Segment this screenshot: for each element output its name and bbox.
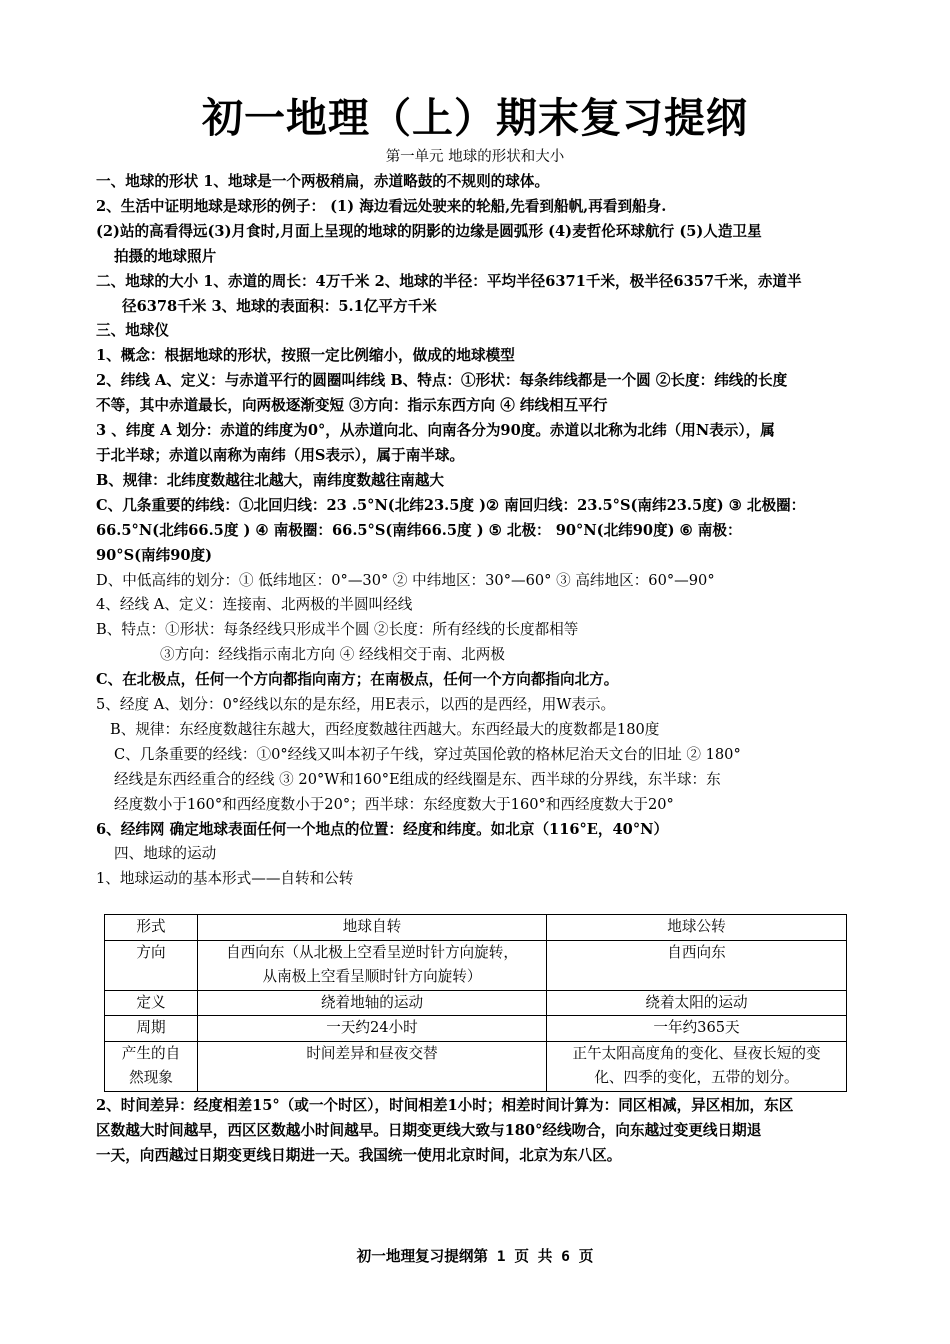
outline-line: 拍摄的地球照片 [114,247,217,265]
table-row [105,990,847,1016]
outline-line: 1、地球运动的基本形式——自转和公转 [96,870,354,888]
table-cell-text: 正午太阳高度角的变化、昼夜长短的变 化、四季的变化，五带的划分。 [572,1044,821,1086]
outline-line: 二、地球的大小 1、赤道的周长：4万千米 2、地球的半径：平均半径6371千米，极半径6357千米，赤道半 [96,272,802,290]
table-header-cell: 地球自转 [198,915,547,941]
outline-line: 经度数小于160°和西经度数小于20°；西半球：东经度数大于160°和西经度数大于20° [114,795,674,813]
outline-line: B、规律：东经度数越往东越大，西经度数越往西越大。东西经最大的度数都是180度 [110,720,660,738]
outline-line: 5、经度 A、划分：0°经线以东的是东经，用E表示，以西的是西经，用W表示。 [96,696,616,714]
outline-line: 2、生活中证明地球是球形的例子： (1) 海边看远处驶来的轮船,先看到船帆,再看到船身. [96,197,667,215]
table-cell-text: 自西向东（从北极上空看呈逆时针方向旋转， 从南极上空看呈顺时针方向旋转） [226,943,518,985]
table-cell: 绕着地轴的运动 [198,990,547,1016]
outline-line: (2)站的高看得远(3)月食时,月面上呈现的地球的阴影的边缘是圆弧形 (4)麦哲伦环球航行 (5)人造卫星 [96,222,762,240]
table-cell [547,1041,847,1091]
table-cell-text: 产生的自 然现象 [121,1044,181,1086]
table-cell: 周期 [105,1016,198,1042]
time-difference-section [96,1093,858,1168]
outline-line: C、在北极点，任何一个方向都指向南方；在南极点，任何一个方向都指向北方。 [96,671,619,689]
table-cell: 一天约24小时 [198,1016,547,1042]
outline-line: 不等，其中赤道最长，向两极逐渐变短 ③方向：指示东西方向 ④ 纬线相互平行 [96,397,608,415]
outline-heading: 三、地球仪 [96,322,169,340]
outline-line: C、几条重要的纬线：①北回归线：23 .5°N(北纬23.5度 )② 南回归线：23.5°S(南纬23.5度) ③ 北极圈： [96,496,806,514]
table-cell: 定义 [105,990,198,1016]
outline-line: 一、地球的形状 1、地球是一个两极稍扁，赤道略鼓的不规则的球体。 [96,173,550,190]
table-cell: 自西向东 [547,940,847,990]
table-cell: 一年约365天 [547,1016,847,1042]
table-cell: 时间差异和昼夜交替 [198,1041,547,1091]
outline-line: 经线是东西经重合的经线 ③ 20°W和160°E组成的经线圈是东、西半球的分界线，东半球：东 [114,770,721,788]
outline-line: 4、经线 A、定义：连接南、北两极的半圆叫经线 [96,596,413,614]
page-title: 初一地理（上）期末复习提纲 [202,94,748,142]
outline-line: B、规律：北纬度数越往北越大，南纬度数越往南越大 [96,471,444,489]
outline-line: 于北半球；赤道以南称为南纬（用S表示），属于南半球。 [96,446,465,464]
table-row [105,940,847,990]
page-footer: 初一地理复习提纲第 1 页 共 6 页 [356,1248,594,1265]
outline-line: 2、纬线 A、定义：与赤道平行的圆圈叫纬线 B、特点：①形状：每条纬线都是一个圆 ②长度：纬线的长度 [96,372,788,390]
outline-line: 6、经纬网 确定地球表面任何一个地点的位置：经度和纬度。如北京（116°E，40°N） [96,820,669,838]
outline-line: 区数越大时间越早，西区区数越小时间越早。日期变更线大致与180°经线吻合，向东越过变更线日期退 [96,1122,762,1139]
outline-body [96,170,858,892]
earth-motion-table [104,914,847,1092]
table-row [105,1016,847,1042]
outline-line: 3 、纬度 A 划分：赤道的纬度为0°，从赤道向北、向南各分为90度。赤道以北称为北纬（用N表示），属 [96,422,775,440]
outline-heading: 四、地球的运动 [114,845,217,863]
table-header-cell: 形式 [105,915,198,941]
outline-line: D、中低高纬的划分：① 低纬地区：0°—30° ② 中纬地区：30°—60° ③ 高纬地区：60°—90° [96,571,715,589]
outline-line: B、特点：①形状：每条经线只形成半个圆 ②长度：所有经线的长度都相等 [96,621,579,639]
table-header-row [105,915,847,941]
table-cell: 绕着太阳的运动 [547,990,847,1016]
table-cell [105,1041,198,1091]
outline-line: 1、概念：根据地球的形状，按照一定比例缩小，做成的地球模型 [96,347,515,365]
table-cell [198,940,547,990]
outline-line: 90°S(南纬90度) [96,546,213,564]
unit-subtitle: 第一单元 地球的形状和大小 [385,149,565,165]
outline-line: C、几条重要的经线：①0°经线又叫本初子午线，穿过英国伦敦的格林尼治天文台的旧址 ② 180° [114,745,741,763]
outline-line: ③方向：经线指示南北方向 ④ 经线相交于南、北两极 [160,646,505,664]
outline-line: 2、时间差异：经度相差15°（或一个时区），时间相差1小时；相差时间计算为：同区相减，异区相加，东区 [96,1097,794,1114]
table-cell: 方向 [105,940,198,990]
table-row [105,1041,847,1091]
outline-line: 径6378千米 3、地球的表面积：5.1亿平方千米 [122,297,437,315]
table-header-cell: 地球公转 [547,915,847,941]
outline-line: 66.5°N(北纬66.5度 ) ④ 南极圈：66.5°S(南纬66.5度 ) ⑤ 北极： 90°N(北纬90度) ⑥ 南极： [96,521,742,539]
outline-line: 一天，向西越过日期变更线日期进一天。我国统一使用北京时间，北京为东八区。 [96,1147,622,1164]
